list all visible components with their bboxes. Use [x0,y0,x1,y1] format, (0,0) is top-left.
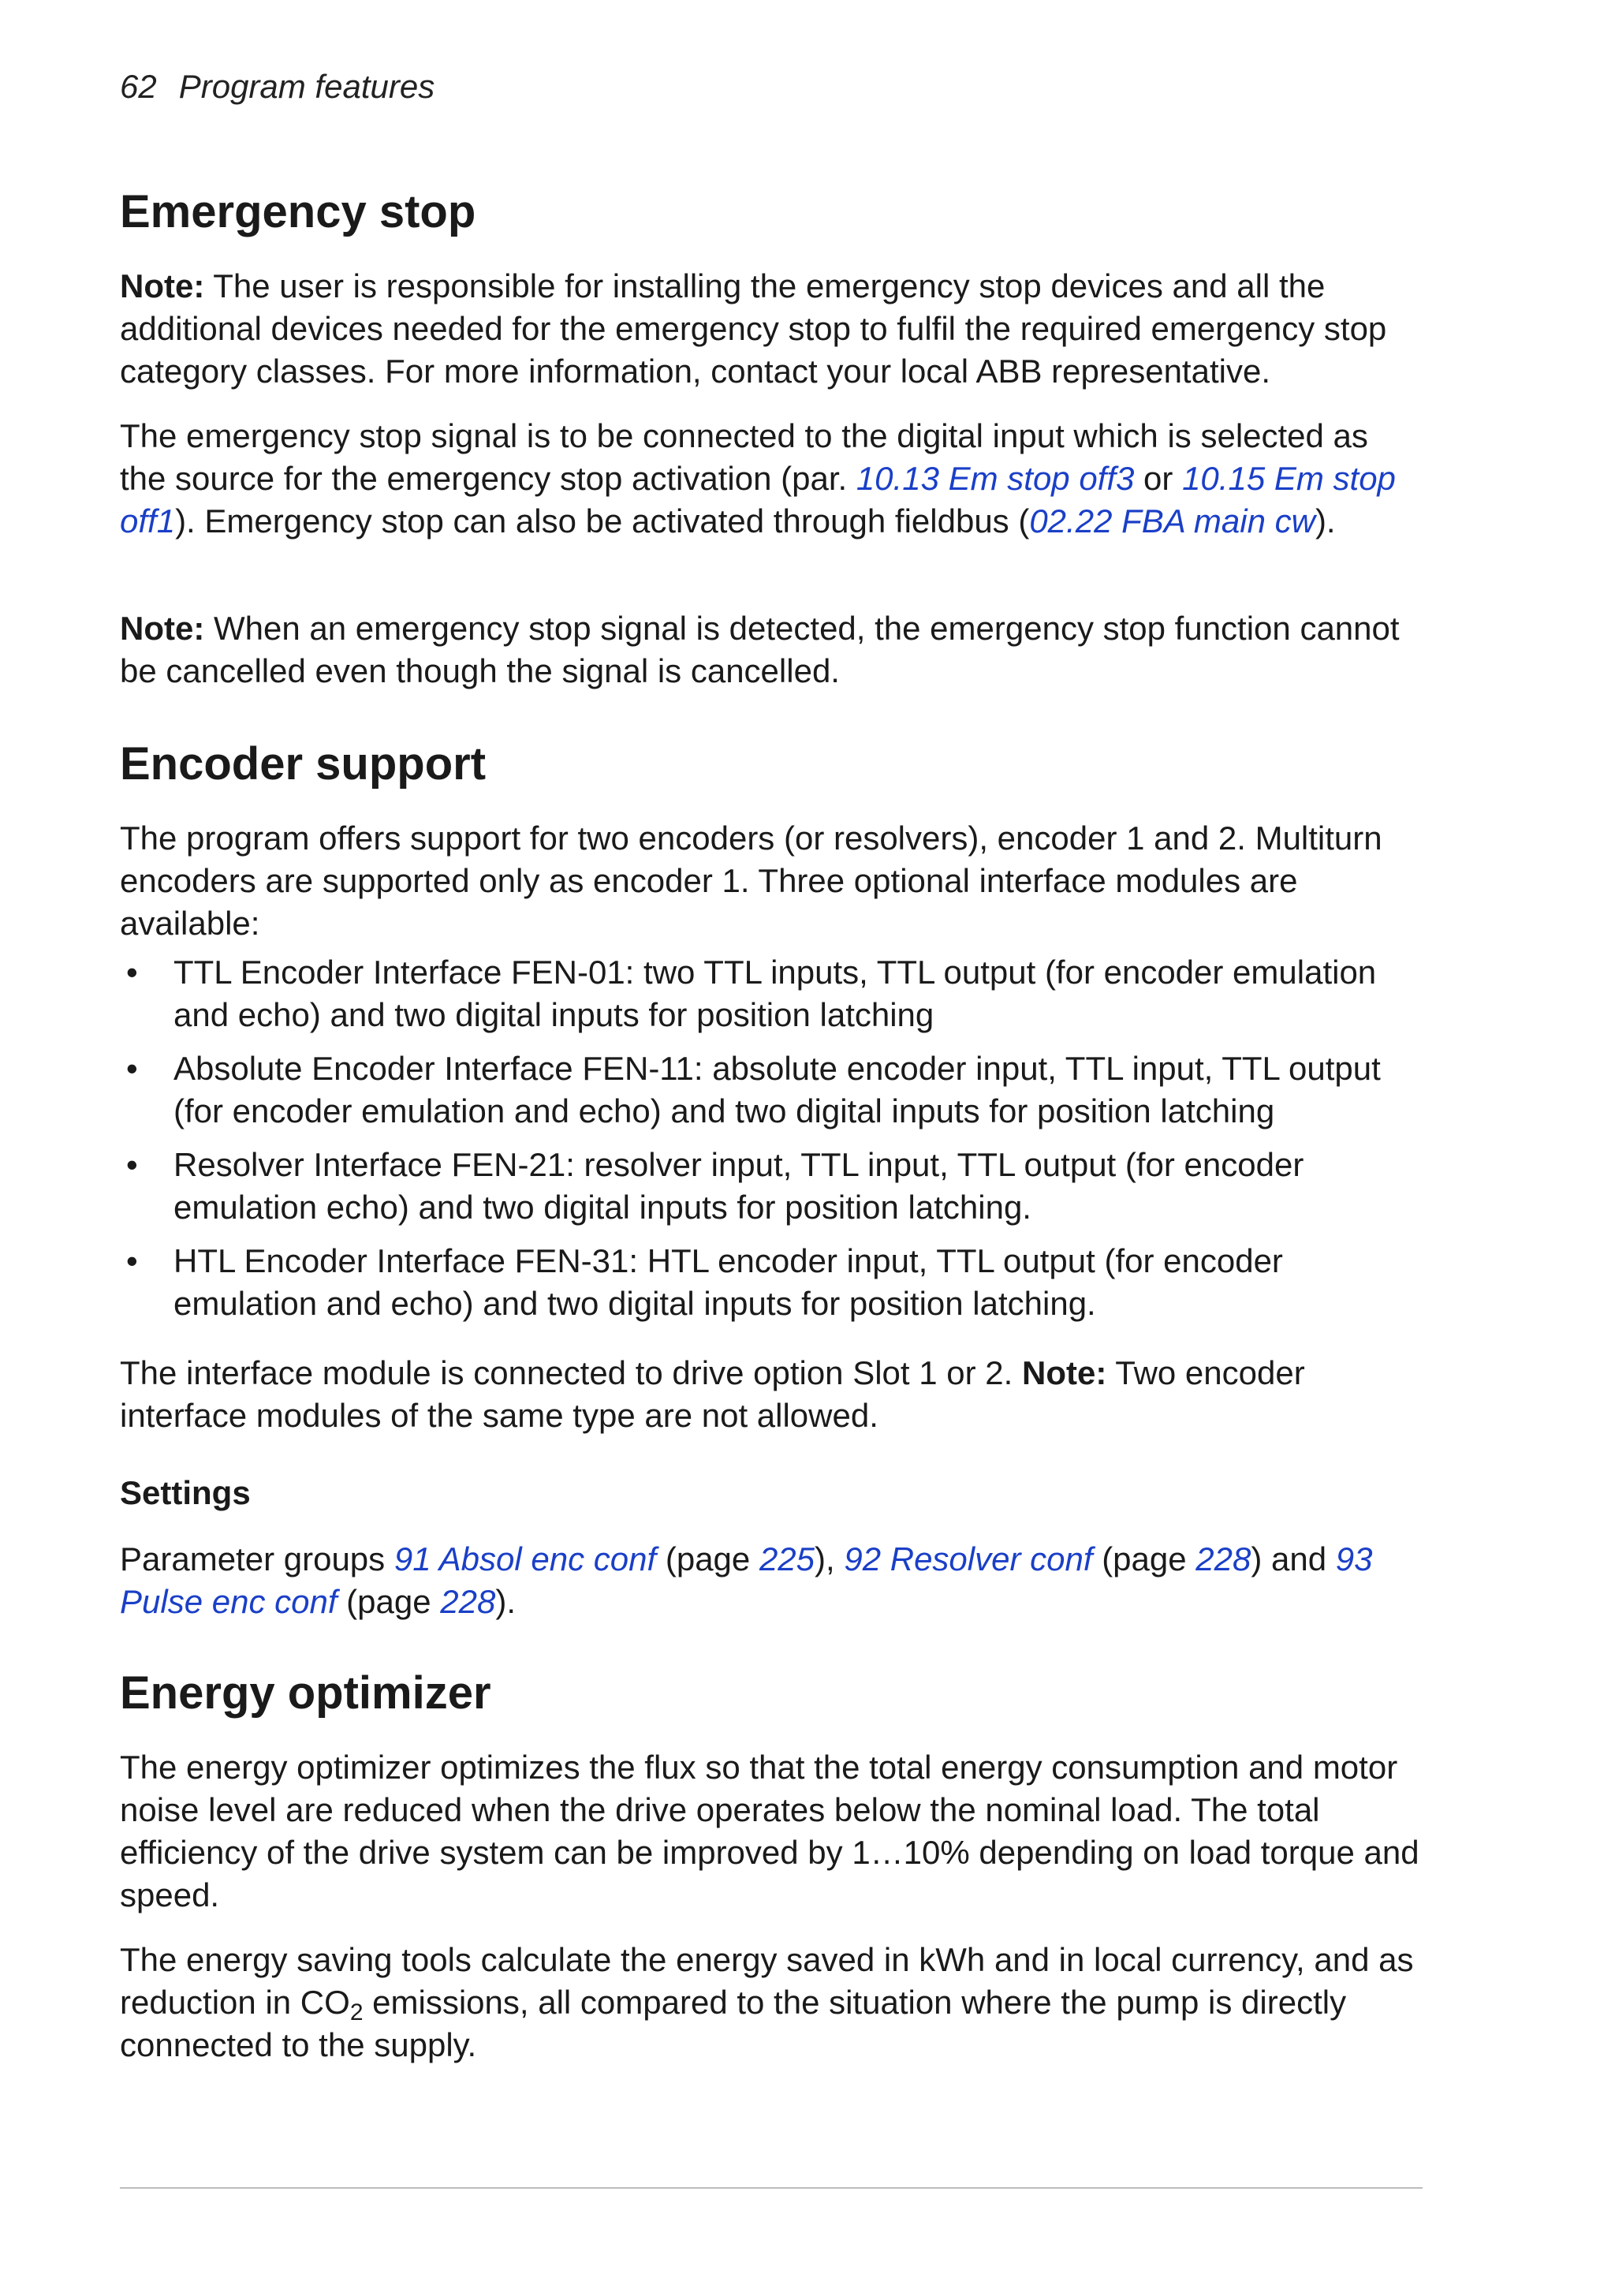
emergency-stop-note-2 [120,607,1423,693]
text-run: ). [495,1583,517,1620]
heading-energy-optimizer: Energy optimizer [120,1667,491,1719]
running-header [120,68,435,106]
link-91-absol-enc-conf[interactable]: 91 Absol enc conf [393,1540,657,1577]
list-item [120,951,1423,1036]
note-label: Note: [120,267,205,304]
list-item-text: Absolute Encoder Interface FEN-11: absolute encoder input, TTL input, TTL output (for encoder emulation and echo) and two digital inputs for position latching [173,1050,1381,1129]
note-text: The user is responsible for installing the emergency stop devices and all the additional devices needed for the emergency stop to fulfil the required emergency stop category classes. For more information, contact your local ABB representative. [120,267,1387,390]
emergency-stop-paragraph [120,415,1423,543]
link-92-resolver-conf[interactable]: 92 Resolver conf [844,1540,1093,1577]
list-item-text: TTL Encoder Interface FEN-01: two TTL inputs, TTL output (for encoder emulation and echo) and two digital inputs for position latching [173,954,1377,1033]
subscript-2: 2 [349,1999,364,2025]
text-run: Two encoder interface modules of the same type are not allowed. [120,1354,1305,1434]
encoder-interface-list [120,951,1423,1336]
text-run: ). [1315,502,1336,539]
note-label: Note: [120,610,205,647]
link-page-228[interactable]: 228 [1195,1540,1251,1577]
text-run: ) and [1251,1540,1336,1577]
text-run: ), [815,1540,845,1577]
energy-optimizer-paragraph-2 [120,1939,1423,2066]
text-run: or [1134,460,1183,497]
list-item [120,1240,1423,1325]
bullet: • [126,1242,138,1279]
emergency-stop-note-1 [120,265,1423,393]
settings-paragraph [120,1538,1423,1623]
text-run: (page [1092,1540,1196,1577]
text-run: (page [656,1540,759,1577]
text-run: The interface module is connected to drive option Slot 1 or 2. [120,1354,1022,1391]
text-run: (page [337,1583,441,1620]
footer-divider [120,2187,1423,2189]
energy-optimizer-paragraph-1: The energy optimizer optimizes the flux so that the total energy consumption and motor noise level are reduced when the drive operates below the nominal load. The total efficiency of the drive system can be improved by 1…10% depending on load torque and speed. [120,1749,1419,1913]
note-label: Note: [1022,1354,1107,1391]
list-item-text: Resolver Interface FEN-21: resolver input, TTL input, TTL output (for encoder emulation echo) and two digital inputs for position latching. [173,1146,1304,1226]
text-run: emissions, all compared to the situation where the pump is directly connected to the supply. [120,1984,1347,2063]
list-item-text: HTL Encoder Interface FEN-31: HTL encoder input, TTL output (for encoder emulation and echo) and two digital inputs for position latching. [173,1242,1283,1322]
text-run: Parameter groups [120,1540,394,1577]
list-item [120,1144,1423,1229]
bullet: • [126,1146,138,1183]
link-page-225[interactable]: 225 [759,1540,815,1577]
bullet: • [126,1050,138,1087]
heading-settings: Settings [120,1474,251,1511]
link-10-15-em-stop-off1[interactable]: 10.15 Em stop off1 [120,460,1396,539]
encoder-support-intro: The program offers support for two encoders (or resolvers), encoder 1 and 2. Multiturn encoders are supported only as encoder 1. Three optional interface modules are available: [120,819,1382,942]
bullet: • [126,954,138,991]
link-page-228[interactable]: 228 [440,1583,496,1620]
heading-encoder-support: Encoder support [120,738,487,790]
link-10-13-em-stop-off3[interactable]: 10.13 Em stop off3 [856,460,1135,497]
note-text: When an emergency stop signal is detected, the emergency stop function cannot be cancelled even though the signal is cancelled. [120,610,1400,689]
text-run: ). Emergency stop can also be activated through fieldbus ( [175,502,1030,539]
text-run: The emergency stop signal is to be connected to the digital input which is selected as the source for the emergency stop activation (par. [120,417,1368,497]
text-run: The energy saving tools calculate the energy saved in kWh and in local currency, and as reduction in CO [120,1941,1414,2021]
interface-slot-paragraph [120,1352,1423,1437]
page-number: 62 [120,68,157,105]
section-name: Program features [178,68,435,105]
link-93-pulse-enc-conf[interactable]: 93 Pulse enc conf [120,1540,1373,1620]
list-item [120,1047,1423,1133]
link-02-22-fba-main-cw[interactable]: 02.22 FBA main cw [1029,502,1315,539]
heading-emergency-stop: Emergency stop [120,186,476,237]
